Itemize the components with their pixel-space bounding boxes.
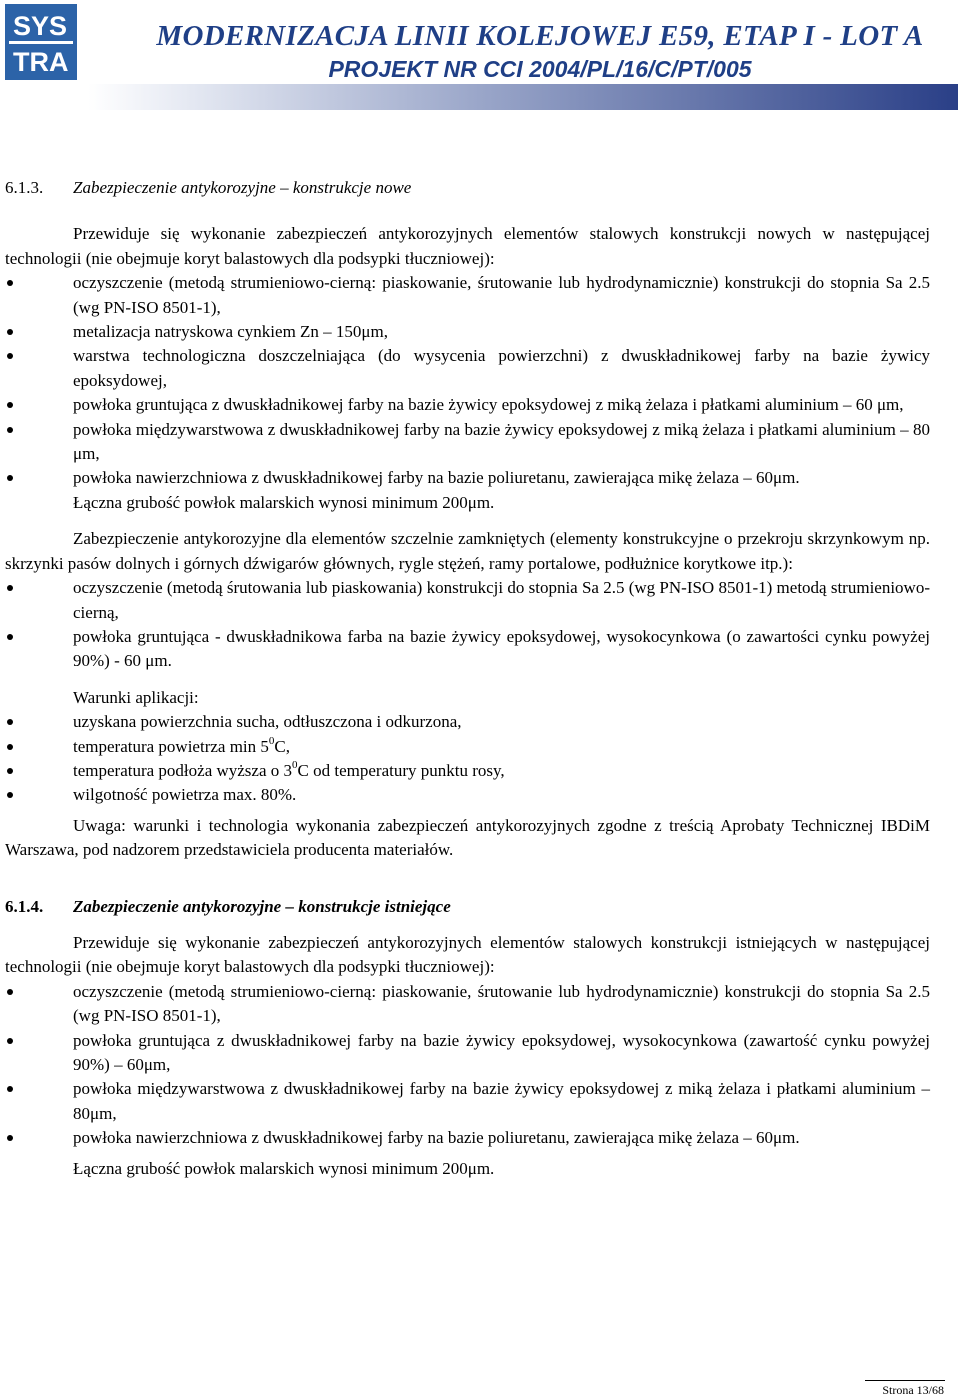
bullet-icon xyxy=(7,719,13,725)
total-thickness: Łączna grubość powłok malarskich wynosi minimum 200μm. xyxy=(73,492,495,512)
footer-divider xyxy=(865,1380,945,1381)
list-item: wilgotność powietrza max. 80%. xyxy=(5,783,930,807)
bullet-icon xyxy=(7,427,13,433)
bullet-icon xyxy=(7,1086,13,1092)
total-thickness: Łączna grubość powłok malarskich wynosi minimum 200μm. xyxy=(73,1158,495,1178)
section-number: 6.1.4. xyxy=(5,896,44,916)
page-number: Strona 13/68 xyxy=(882,1383,944,1397)
list-item: temperatura powietrza $\min 5^0C$, xyxy=(5,735,930,759)
page-header xyxy=(0,0,960,112)
section-title: Zabezpieczenie antykorozyjne – konstrukcje nowe xyxy=(73,178,412,197)
paragraph-closed-elements: Zabezpieczenie antykorozyjne dla elementów szczelnie zamkniętych (elementy konstrukcyjne o przekroju skrzynkowym np. skrzynki pasów dolnych i górnych dźwigarów głównych, rygle stężeń, ramy portalowe, podłużnice korytkowe itp.): xyxy=(5,529,930,573)
bullet-icon xyxy=(7,634,13,640)
list-item: warstwa technologiczna doszczelniająca (do wysycenia powierzchni) z dwuskładnikowej farby na bazie żywicy epoksydowej, xyxy=(5,344,930,393)
list-item: temperatura podłoża wyższa o $3^0C$ od temperatury punktu rosy, xyxy=(5,759,930,783)
bullet-icon xyxy=(7,329,13,335)
list-item: powłoka nawierzchniowa z dwuskładnikowej farby na bazie poliuretanu, zawierająca mikę żelaza – 60μm. xyxy=(5,1126,930,1150)
bullet-icon xyxy=(7,744,13,750)
bullet-icon xyxy=(7,475,13,481)
list-item: powłoka gruntująca z dwuskładnikowej farby na bazie żywicy epoksydowej z miką żelaza i płatkami aluminium – 60 μm, xyxy=(5,393,930,417)
document-title: MODERNIZACJA LINII KOLEJOWEJ E59, ETAP I - LOT A xyxy=(156,20,924,52)
section-heading-613 xyxy=(5,176,930,200)
list-item: powłoka nawierzchniowa z dwuskładnikowej farby na bazie poliuretanu, zawierająca mikę żelaza – 60μm. xyxy=(5,466,930,490)
bullet-icon xyxy=(7,280,13,286)
paragraph-note: Uwaga: warunki i technologia wykonania zabezpieczeń antykorozyjnych zgodne z treścią Aprobaty Technicznej IBDiM Warszawa, pod nadzorem przedstawiciela producenta materiałów. xyxy=(5,815,930,860)
document-body xyxy=(5,176,930,1181)
section-title: Zabezpieczenie antykorozyjne – konstrukcje istniejące xyxy=(73,896,451,916)
bullet-icon xyxy=(7,792,13,798)
svg-text:SYS: SYS xyxy=(13,11,68,41)
list-item: powłoka gruntująca z dwuskładnikowej farby na bazie żywicy epoksydowej, wysokocynkowa (zawartość cynku powyżej 90%) – 60μm, xyxy=(5,1029,930,1078)
list-item: oczyszczenie (metodą strumieniowo-cierną: piaskowanie, śrutowanie lub hydrodynamicznie) konstrukcji do stopnia Sa 2.5 (wg PN-ISO 8501-1), xyxy=(5,980,930,1029)
list-item: powłoka gruntująca - dwuskładnikowa farba na bazie żywicy epoksydowej, wysokocynkowa (o zawartości cynku powyżej 90%) - 60 μm. xyxy=(5,625,930,674)
list-item: oczyszczenie (metodą strumieniowo-cierną: piaskowanie, śrutowanie lub hydrodynamicznie) konstrukcji do stopnia Sa 2.5 (wg PN-ISO 8501-1), xyxy=(5,271,930,320)
list-item: powłoka międzywarstwowa z dwuskładnikowej farby na bazie żywicy epoksydowej z miką żelaza i płatkami aluminium – 80μm, xyxy=(5,1077,930,1126)
svg-text:TRA: TRA xyxy=(13,47,69,77)
paragraph-intro: Przewiduje się wykonanie zabezpieczeń antykorozyjnych elementów stalowych konstrukcji istniejących w następującej technologii (nie obejmuje koryt balastowych dla podsypki tłuczniowej): xyxy=(5,932,930,977)
bullet-icon xyxy=(7,402,13,408)
paragraph-intro: Przewiduje się wykonanie zabezpieczeń antykorozyjnych elementów stalowych konstrukcji nowych w następującej technologii (nie obejmuje koryt balastowych dla podsypki tłuczniowej): xyxy=(5,224,930,268)
project-number: PROJEKT NR CCI 2004/PL/16/C/PT/005 xyxy=(328,56,752,82)
bullet-icon xyxy=(7,353,13,359)
systra-logo-mark xyxy=(5,4,77,80)
conditions-title: Warunki aplikacji: xyxy=(73,687,199,707)
section-heading-614 xyxy=(5,895,930,919)
list-item: metalizacja natryskowa cynkiem Zn – 150μm, xyxy=(5,320,930,344)
bullet-icon xyxy=(7,1038,13,1044)
bullet-icon xyxy=(7,768,13,774)
list-item: uzyskana powierzchnia sucha, odtłuszczona i odkurzona, xyxy=(5,710,930,734)
bullet-icon xyxy=(7,1135,13,1141)
bullet-icon xyxy=(7,989,13,995)
header-gradient-band xyxy=(88,84,958,110)
section-number: 6.1.3. xyxy=(5,178,44,197)
bullet-icon xyxy=(7,585,13,591)
systra-logo xyxy=(5,4,77,80)
list-item: oczyszczenie (metodą śrutowania lub piaskowania) konstrukcji do stopnia Sa 2.5 (wg PN-ISO 8501-1) metodą strumieniowo-cierną, xyxy=(5,576,930,625)
list-item: powłoka międzywarstwowa z dwuskładnikowej farby na bazie żywicy epoksydowej z miką żelaza i płatkami aluminium – 80 μm, xyxy=(5,418,930,467)
